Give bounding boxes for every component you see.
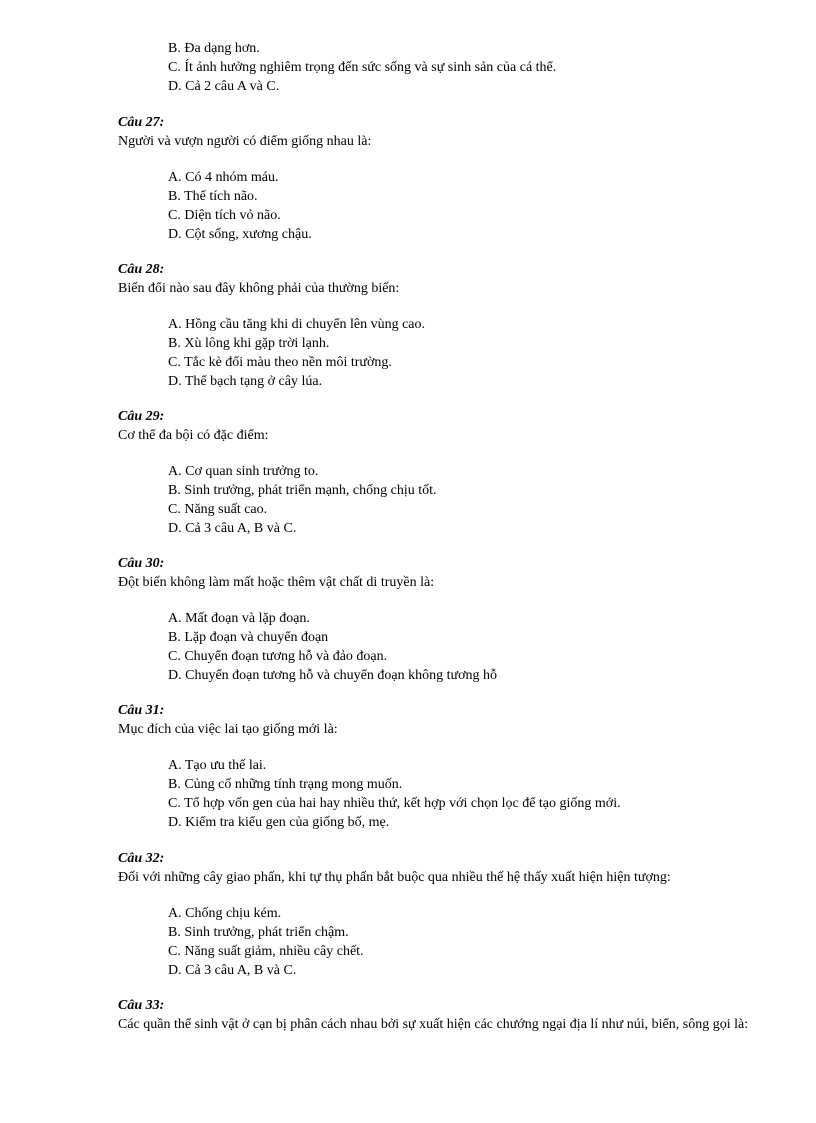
answer-option: C. Chuyển đoạn tương hỗ và đảo đoạn. <box>168 649 388 664</box>
answer-option: D. Cả 3 câu A, B và C. <box>168 963 297 978</box>
question-text: Đối với những cây giao phấn, khi tự thụ phấn bắt buộc qua nhiều thế hệ thấy xuất hiện hiện tượng: <box>118 870 671 885</box>
question-28 <box>118 261 778 391</box>
question-32 <box>118 850 778 980</box>
question-label: Câu 29: <box>118 409 165 424</box>
answer-option: A. Cơ quan sinh trưởng to. <box>168 464 319 479</box>
answer-option: A. Có 4 nhóm máu. <box>168 170 279 185</box>
answer-option: C. Năng suất cao. <box>168 502 268 517</box>
answer-options <box>168 168 778 244</box>
answer-option: D. Chuyển đoạn tương hỗ và chuyển đoạn không tương hỗ <box>168 668 497 683</box>
answer-option: B. Lặp đoạn và chuyển đoạn <box>168 630 329 645</box>
question-text: Mục đích của việc lai tạo giống mới là: <box>118 722 338 737</box>
answer-options <box>168 609 778 685</box>
answer-option: D. Cả 2 câu A và C. <box>168 79 280 94</box>
answer-option: C. Diện tích vỏ não. <box>168 208 281 223</box>
question-label: Câu 27: <box>118 115 165 130</box>
answer-option: C. Ít ảnh hưởng nghiêm trọng đến sức sống và sự sinh sản của cá thể. <box>168 60 557 75</box>
question-31 <box>118 702 778 832</box>
question-29 <box>118 408 778 538</box>
answer-option: D. Kiểm tra kiểu gen của giống bố, mẹ. <box>168 815 390 830</box>
answer-option: B. Thể tích não. <box>168 189 258 204</box>
answer-option: C. Tổ hợp vốn gen của hai hay nhiều thứ, kết hợp với chọn lọc để tạo giống mới. <box>168 796 621 811</box>
answer-option: A. Tạo ưu thế lai. <box>168 758 267 773</box>
answer-option: B. Sinh trưởng, phát triển mạnh, chống chịu tốt. <box>168 483 437 498</box>
question-text: Cơ thể đa bội có đặc điểm: <box>118 428 269 443</box>
question-label: Câu 31: <box>118 703 165 718</box>
answer-option: C. Tắc kè đổi màu theo nền môi trường. <box>168 355 392 370</box>
answer-options <box>168 904 778 980</box>
answer-option: B. Xù lông khi gặp trời lạnh. <box>168 336 330 351</box>
answer-option: A. Mất đoạn và lặp đoạn. <box>168 611 310 626</box>
question-text: Biến đổi nào sau đây không phải của thường biến: <box>118 281 400 296</box>
answer-option: A. Chống chịu kém. <box>168 906 282 921</box>
answer-option: D. Thể bạch tạng ở cây lúa. <box>168 374 323 389</box>
question-27 <box>118 114 778 244</box>
answer-option: A. Hồng cầu tăng khi di chuyển lên vùng cao. <box>168 317 425 332</box>
question-30 <box>118 555 778 685</box>
answer-option: C. Năng suất giảm, nhiều cây chết. <box>168 944 364 959</box>
question-label: Câu 32: <box>118 851 165 866</box>
question-label: Câu 33: <box>118 998 165 1013</box>
continued-answer-options <box>168 39 556 96</box>
question-text: Các quần thể sinh vật ở cạn bị phân cách nhau bởi sự xuất hiện các chướng ngại địa lí như núi, biển, sông gọi là: <box>118 1017 749 1032</box>
question-label: Câu 30: <box>118 556 165 571</box>
question-text: Người và vượn người có điểm giống nhau là: <box>118 134 372 149</box>
answer-options <box>168 462 778 538</box>
answer-option: B. Đa dạng hơn. <box>168 41 260 56</box>
question-text: Đột biến không làm mất hoặc thêm vật chất di truyền là: <box>118 575 435 590</box>
answer-option: B. Củng cố những tính trạng mong muốn. <box>168 777 403 792</box>
answer-option: D. Cả 3 câu A, B và C. <box>168 521 297 536</box>
question-33 <box>118 997 778 1034</box>
answer-option: D. Cột sống, xương chậu. <box>168 227 312 242</box>
answer-options <box>168 315 778 391</box>
answer-options <box>168 756 778 832</box>
answer-option: B. Sinh trưởng, phát triển chậm. <box>168 925 349 940</box>
question-label: Câu 28: <box>118 262 165 277</box>
